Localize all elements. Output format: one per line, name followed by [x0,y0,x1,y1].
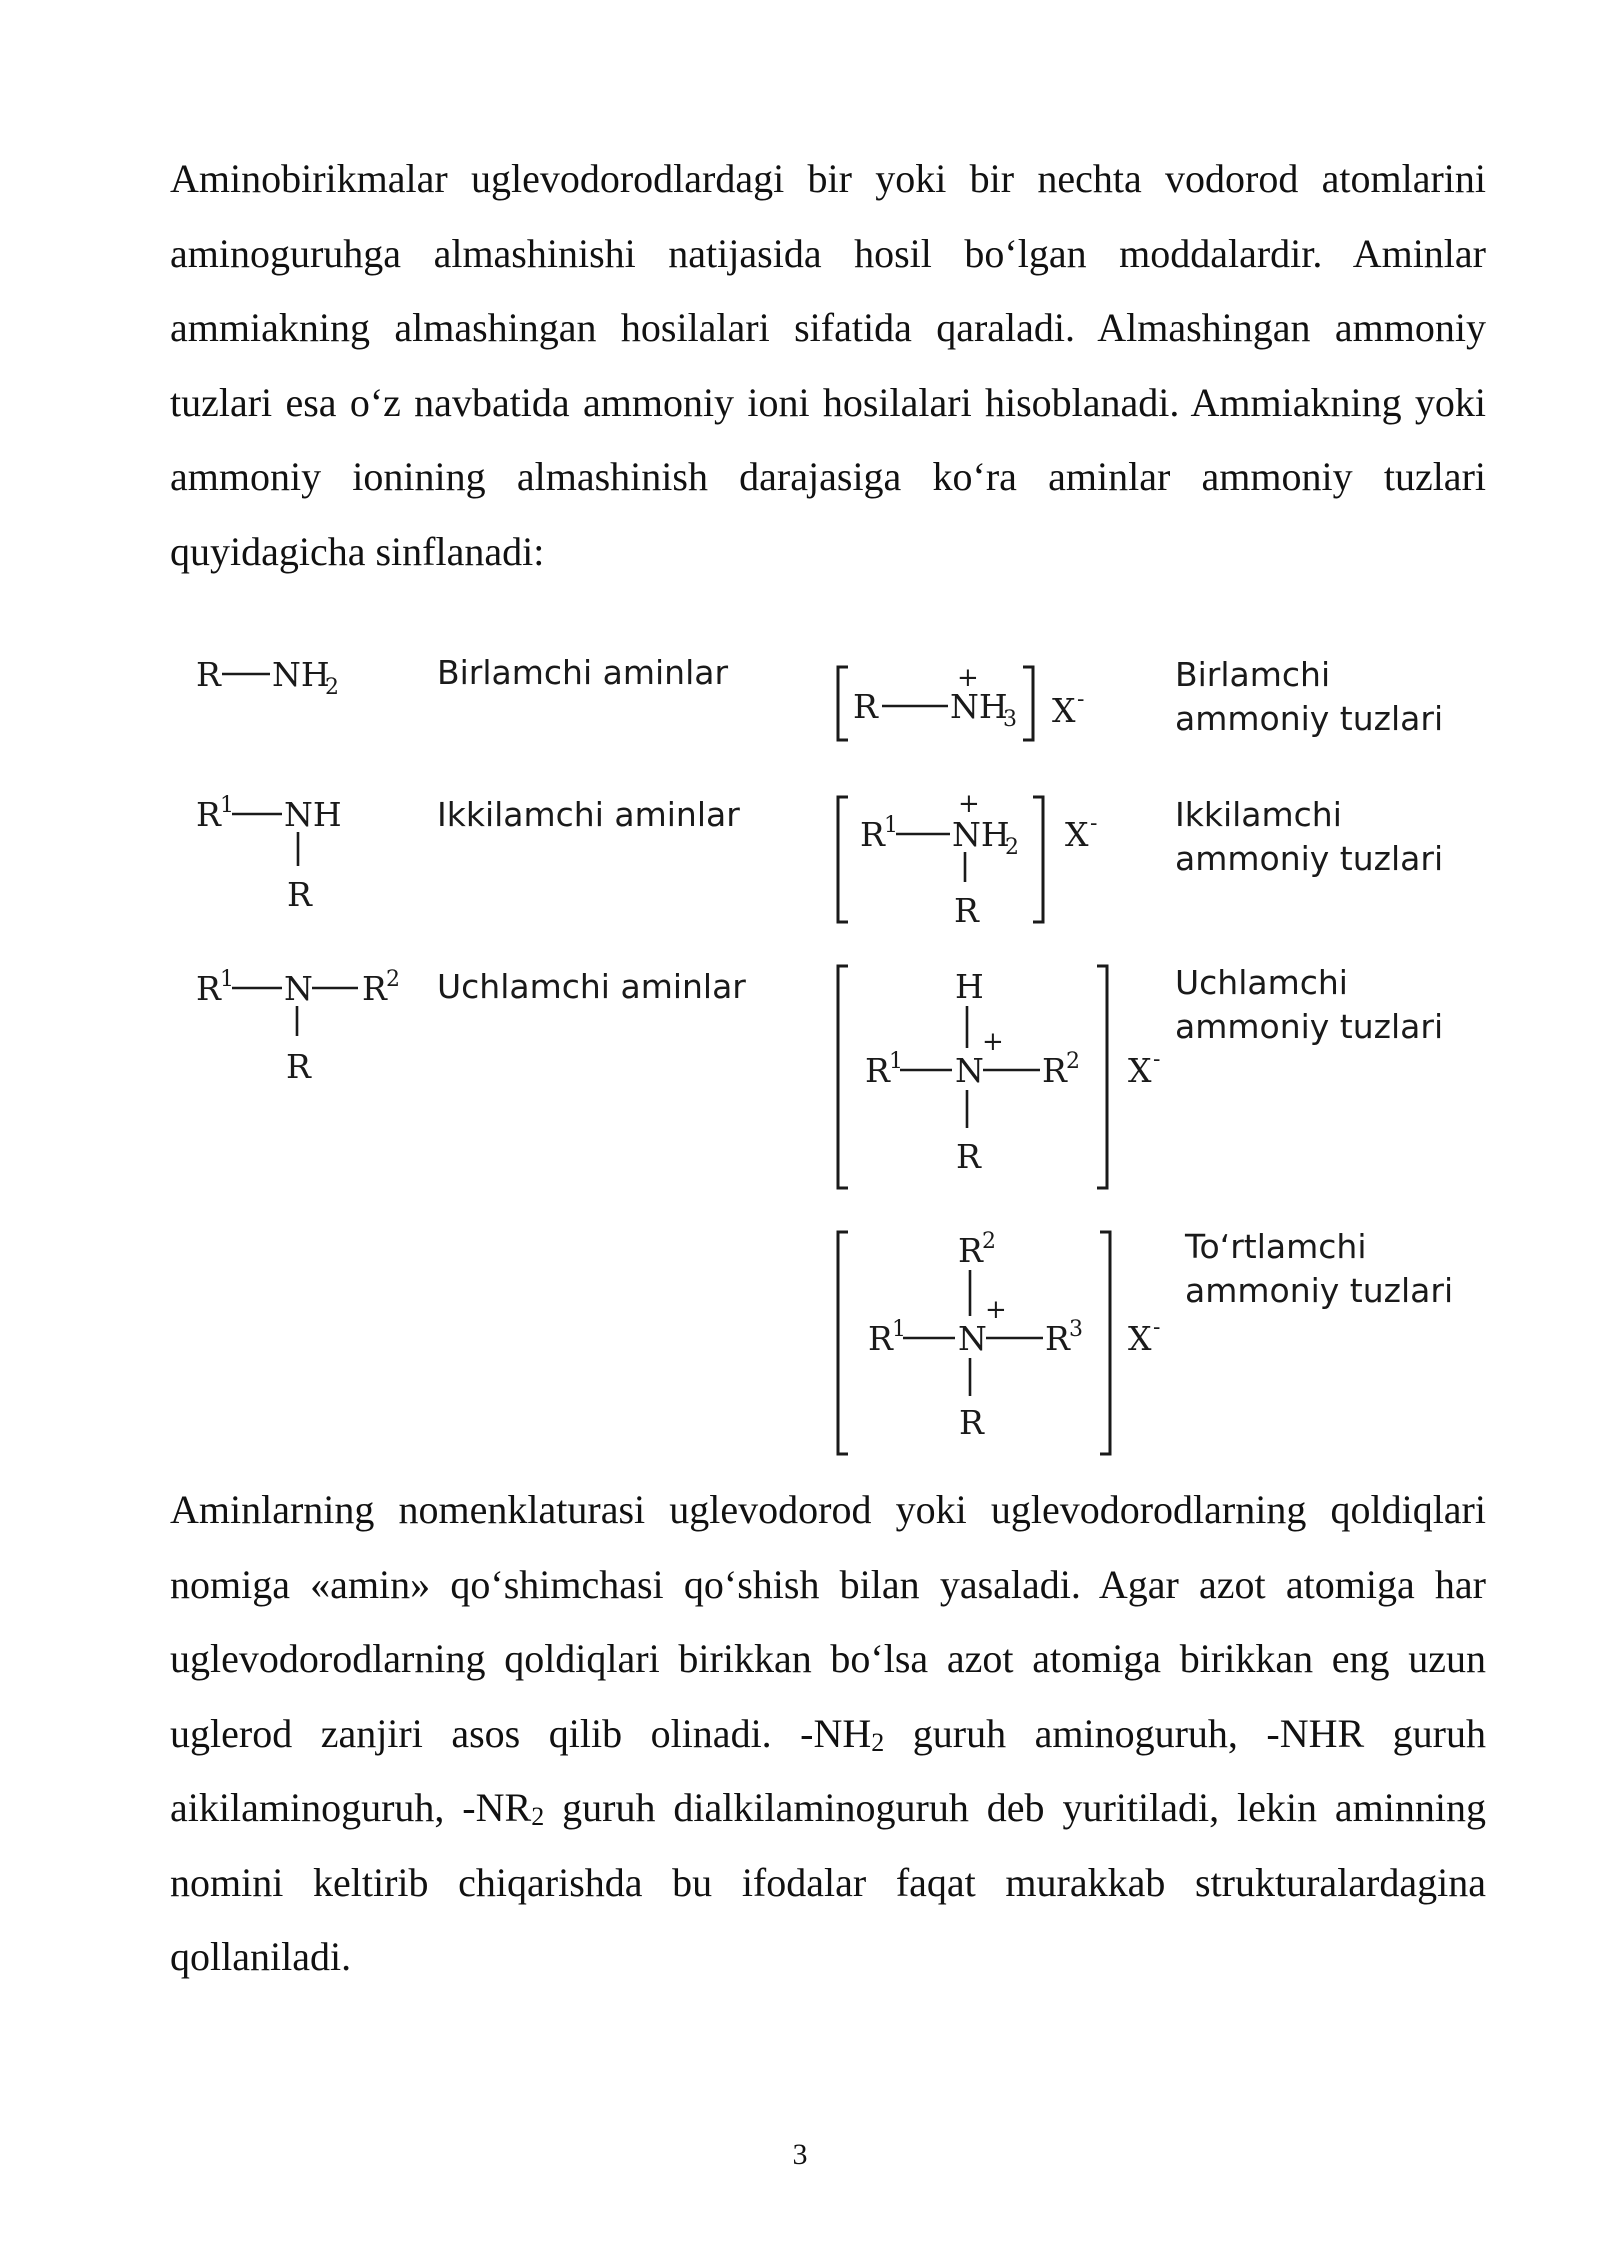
svg-text:R: R [860,815,885,854]
svg-text:R: R [853,687,878,726]
primary-amine-formula [196,655,339,700]
nomenclature-text-1: Aminlarning nomenklaturasi uglevodorod yoki uglevodorodlarning qoldiqlari nomiga «amin» qo‘shimchasi qo‘shish bilan yasaladi. Agar azot atomiga har uglevodorodlarning qoldiqlari birikkan bo‘lsa azot atomiga birikkan eng uzun uglerod zanjiri asos qilib olinadi. -NH [170,1487,1486,1756]
svg-text:N: N [958,1319,987,1358]
svg-text:-: - [1090,811,1098,836]
svg-text:2: 2 [982,1229,996,1254]
svg-text:3: 3 [1069,1317,1083,1342]
svg-text:+: + [985,1295,1007,1325]
amine-classification-scheme [0,620,1600,1460]
svg-text:-: - [1077,687,1085,712]
svg-text:N: N [955,1051,984,1090]
svg-text:NH: NH [284,795,342,834]
svg-text:R: R [362,969,387,1008]
primary-salt-label-1: Birlamchi [1175,655,1331,694]
svg-text:R: R [287,875,312,914]
svg-text:NH: NH [950,687,1008,726]
svg-text:2: 2 [1066,1049,1080,1074]
svg-text:N: N [284,969,313,1008]
nomenclature-text-3: guruh dialkilaminoguruh deb yuritiladi, lekin aminning nomini keltirib chiqarishda bu ifodalar faqat murakkab strukturalardagina qollaniladi. [170,1785,1487,1979]
svg-text:-: - [1153,1315,1161,1340]
svg-text:R: R [196,655,221,694]
primary-salt-label-2: ammoniy tuzlari [1175,699,1444,738]
svg-text:+: + [958,789,980,819]
secondary-salt-label-2: ammoniy tuzlari [1175,839,1444,878]
quaternary-salt-label-2: ammoniy tuzlari [1185,1271,1454,1310]
svg-text:1: 1 [220,967,234,992]
nomenclature-paragraph [170,1473,1486,1995]
secondary-amine-formula [196,793,342,914]
svg-text:1: 1 [892,1317,906,1342]
secondary-salt-label-1: Ikkilamchi [1175,795,1342,834]
tertiary-amine-formula [196,967,400,1086]
svg-text:+: + [982,1027,1004,1057]
svg-text:NH: NH [272,655,330,694]
nomenclature-text-2: guruh aminoguruh, -NHR guruh aikilaminoguruh, -NR [170,1710,1486,1830]
tertiary-salt-label-1: Uchlamchi [1175,963,1348,1002]
svg-text:R: R [958,1231,983,1270]
nh2-subscript: 2 [871,1727,885,1757]
svg-text:R: R [1045,1319,1070,1358]
svg-text:R: R [196,969,221,1008]
secondary-ammonium-formula [838,789,1097,930]
svg-text:H: H [955,967,984,1006]
svg-text:R: R [868,1319,893,1358]
svg-text:+: + [957,663,979,693]
svg-text:R: R [286,1047,311,1086]
svg-text:X: X [1052,691,1076,730]
svg-text:2: 2 [325,675,339,700]
tertiary-ammonium-formula [838,966,1160,1188]
svg-text:2: 2 [1005,835,1019,860]
quaternary-ammonium-formula [838,1229,1160,1454]
svg-text:-: - [1153,1047,1161,1072]
svg-text:3: 3 [1003,707,1017,732]
svg-text:R: R [865,1051,890,1090]
quaternary-salt-label-1: To‘rtlamchi [1185,1227,1367,1266]
svg-text:R: R [954,891,979,930]
svg-text:1: 1 [889,1049,903,1074]
primary-ammonium-formula [838,663,1084,740]
tertiary-salt-label-2: ammoniy tuzlari [1175,1007,1444,1046]
svg-text:2: 2 [386,967,400,992]
svg-text:NH: NH [952,815,1010,854]
svg-text:X: X [1128,1051,1152,1090]
svg-text:R: R [196,795,221,834]
intro-paragraph: Aminobirikmalar uglevodorodlardagi bir yoki bir nechta vodorod atomlarini aminoguruhga almashinishi natijasida hosil bo‘lgan moddalardir. Aminlar ammiakning almashingan hosilalari sifatida qaraladi. Almashingan ammoniy tuzlari esa o‘z navbatida ammoniy ioni hosilalari hisoblanadi. Ammiakning yoki ammoniy ionining almashinish darajasiga ko‘ra aminlar ammoniy tuzlari quyidagicha sinflanadi: [170,156,1486,574]
page-number: 3 [792,2138,808,2171]
tertiary-amines-label: Uchlamchi aminlar [437,967,746,1006]
primary-amines-label: Birlamchi aminlar [437,653,729,692]
svg-text:1: 1 [220,793,234,818]
nr2-subscript: 2 [531,1802,545,1831]
svg-text:1: 1 [884,813,898,838]
svg-text:R: R [959,1403,984,1442]
svg-text:R: R [956,1137,981,1176]
secondary-amines-label: Ikkilamchi aminlar [437,795,740,834]
svg-text:X: X [1065,815,1089,854]
svg-text:X: X [1128,1319,1152,1358]
svg-text:R: R [1042,1051,1067,1090]
